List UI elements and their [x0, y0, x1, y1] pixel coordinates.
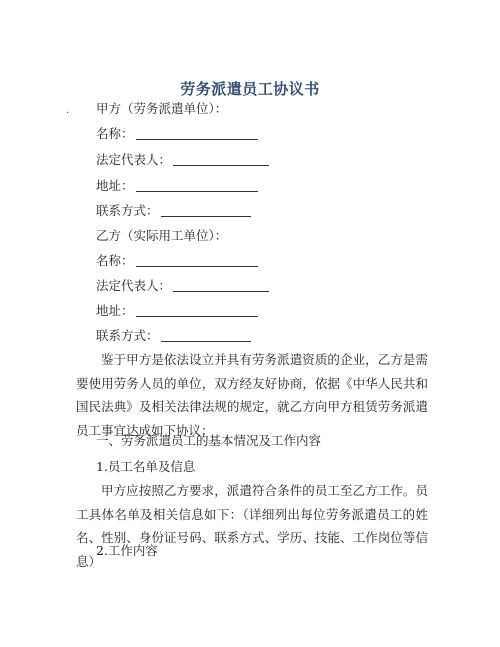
section-1-sub-1-body: 甲方应按照乙方要求，派遣符合条件的员工至乙方工作。员工具体名单及相关信息如下：（详细列出每位劳务派遣员工的姓名、性别、身份证号码、联系方式、学历、技能、工作岗位等信息） [76, 483, 428, 569]
party-b-rep-label: 法定代表人： [96, 278, 172, 293]
section-1-sub-1-heading: 1.员工名单及信息 [96, 459, 196, 474]
party-b-name-row [96, 253, 258, 269]
party-b-address-blank[interactable] [136, 304, 258, 317]
party-a-rep-blank[interactable] [173, 153, 269, 166]
party-a-address-row [96, 178, 258, 194]
party-a-contact-blank[interactable] [161, 204, 251, 217]
party-a-address-label: 地址： [96, 178, 134, 193]
party-b-rep-blank[interactable] [173, 279, 269, 292]
section-1-sub-2-heading: 2.工作内容 [96, 543, 158, 558]
party-b-contact-blank[interactable] [161, 329, 251, 342]
party-a-name-label: 名称： [96, 126, 134, 141]
party-b-contact-row [96, 328, 251, 344]
party-a-rep-label: 法定代表人： [96, 152, 172, 167]
section-1-heading: 一、劳务派遣员工的基本情况及工作内容 [96, 433, 322, 448]
document-title: 劳务派遣员工协议书 [180, 80, 320, 98]
preamble-paragraph: 鉴于甲方是依法设立并具有劳务派遣资质的企业，乙方是需要使用劳务人员的单位，双方经友好协商，依据《中华人民共和国民法典》及相关法律法规的规定，就乙方向甲方租赁劳务派遣员工事宜达成如下协议： [76, 352, 428, 438]
party-b-address-label: 地址： [96, 303, 134, 318]
party-a-contact-label: 联系方式： [96, 203, 159, 218]
party-a-name-row [96, 126, 258, 142]
party-b-rep-row [96, 278, 269, 294]
party-b-heading: 乙方（实际用工单位）： [96, 228, 228, 243]
party-a-contact-row [96, 203, 251, 219]
party-b-contact-label: 联系方式： [96, 328, 159, 343]
party-b-address-row [96, 303, 258, 319]
party-a-heading: 甲方（劳务派遣单位）： [96, 101, 228, 116]
party-a-address-blank[interactable] [136, 179, 258, 192]
party-a-rep-row [96, 152, 269, 168]
party-b-name-label: 名称： [96, 253, 134, 268]
party-b-name-blank[interactable] [136, 254, 258, 267]
bullet-dot: · [66, 108, 70, 119]
party-a-name-blank[interactable] [136, 127, 258, 140]
